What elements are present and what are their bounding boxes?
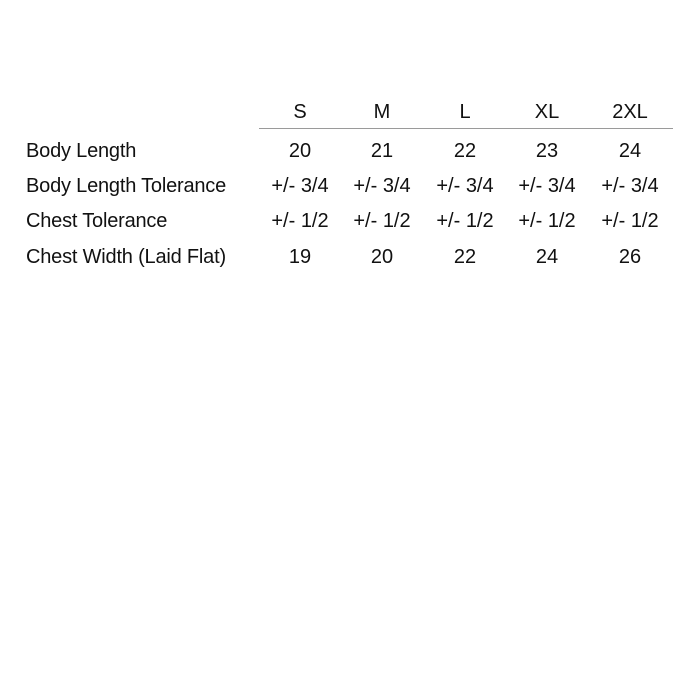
cell-value: 20	[288, 140, 312, 162]
cell-value: +/- 3/4	[436, 175, 494, 197]
cell-value: 24	[535, 246, 559, 268]
row-label: Chest Width (Laid Flat)	[26, 246, 226, 268]
size-header-m: M	[373, 101, 391, 123]
cell-value: 21	[370, 140, 394, 162]
cell-value: +/- 1/2	[518, 210, 576, 232]
cell-value: 22	[453, 140, 477, 162]
cell-value: +/- 1/2	[601, 210, 659, 232]
cell-value: 26	[618, 246, 642, 268]
cell-value: +/- 3/4	[601, 175, 659, 197]
size-header-l: L	[459, 101, 471, 123]
cell-value: 22	[453, 246, 477, 268]
cell-value: 23	[535, 140, 559, 162]
header-divider	[259, 128, 673, 129]
size-header-xl: XL	[534, 101, 560, 123]
row-label: Body Length Tolerance	[26, 175, 227, 197]
cell-value: +/- 3/4	[271, 175, 329, 197]
row-chest-tolerance	[0, 207, 700, 235]
size-header-row	[0, 99, 700, 125]
row-label: Body Length	[26, 140, 137, 162]
size-header-2xl: 2XL	[612, 101, 648, 123]
row-label: Chest Tolerance	[26, 210, 168, 232]
row-body-length	[0, 137, 700, 165]
cell-value: +/- 1/2	[271, 210, 329, 232]
cell-value: +/- 1/2	[436, 210, 494, 232]
cell-value: +/- 3/4	[353, 175, 411, 197]
cell-value: +/- 1/2	[353, 210, 411, 232]
cell-value: 19	[288, 246, 312, 268]
row-chest-width	[0, 243, 700, 271]
cell-value: 20	[370, 246, 394, 268]
cell-value: 24	[618, 140, 642, 162]
size-header-s: S	[293, 101, 307, 123]
row-body-length-tolerance	[0, 172, 700, 200]
cell-value: +/- 3/4	[518, 175, 576, 197]
